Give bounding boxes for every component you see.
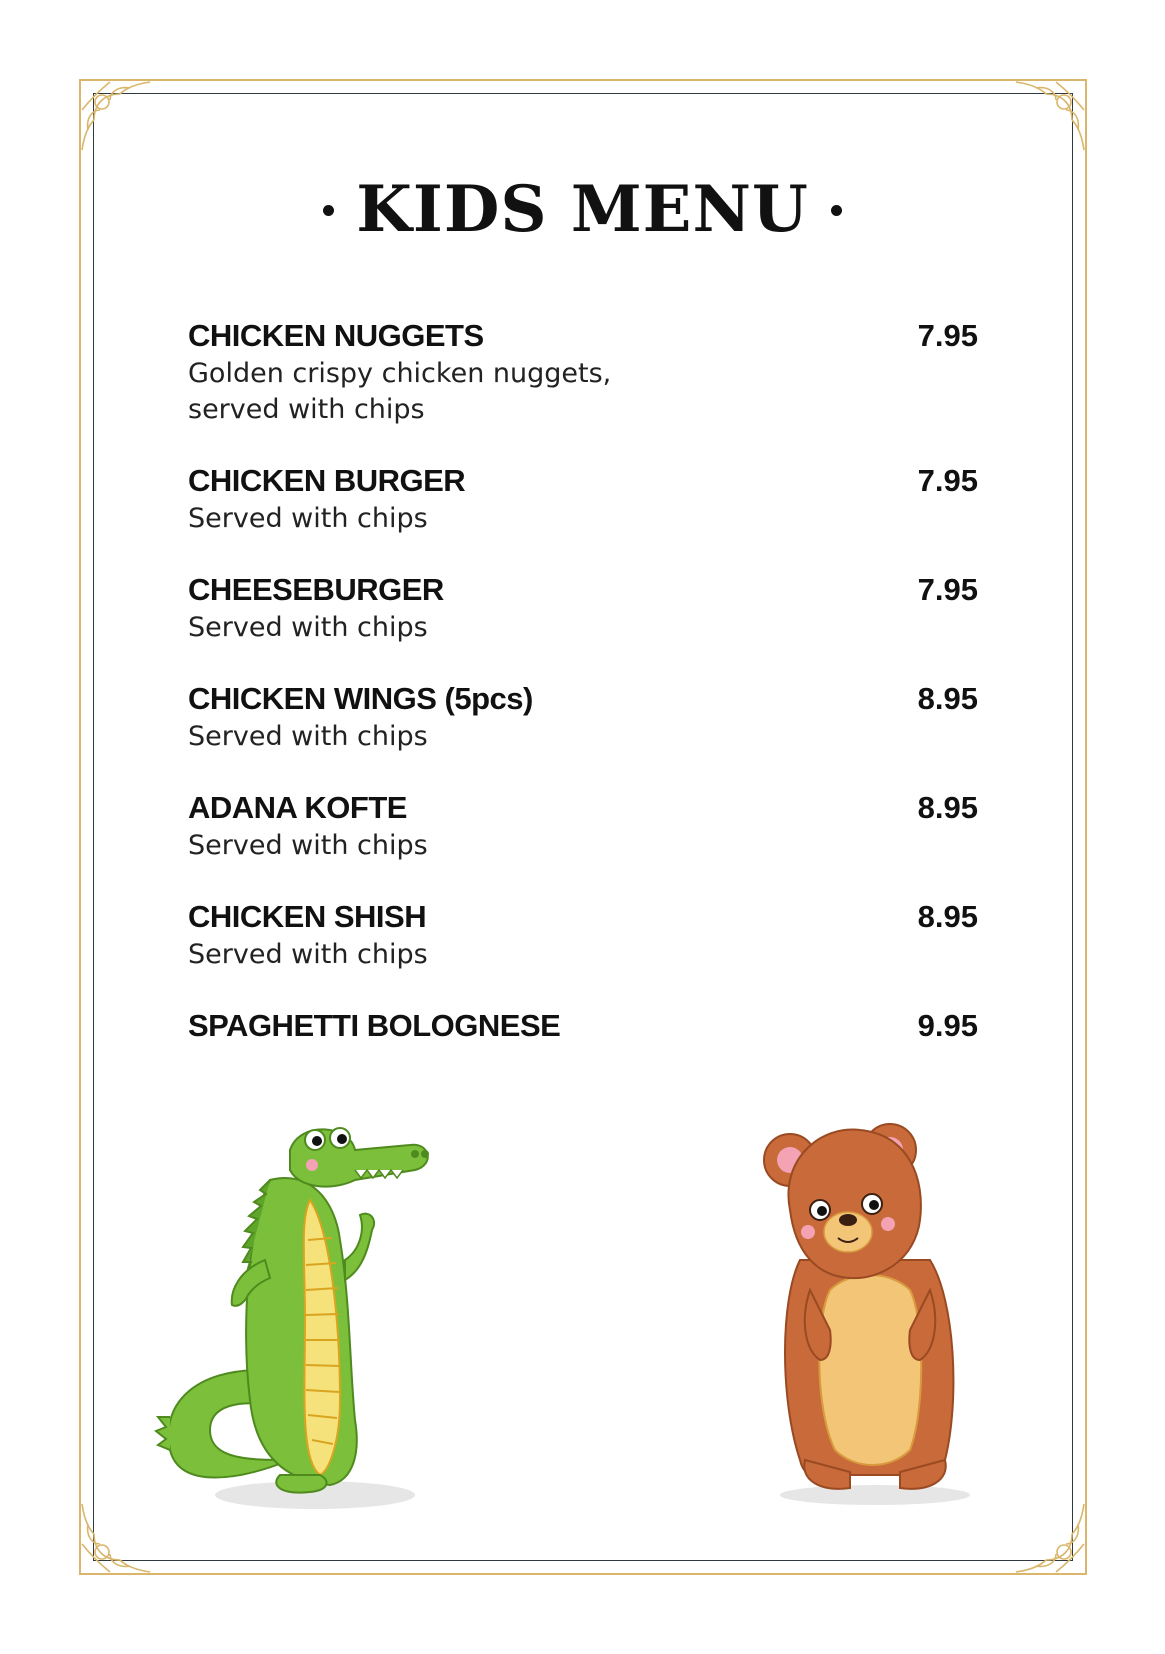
item-name: SPAGHETTI BOLOGNESE <box>188 1008 561 1043</box>
menu-item <box>188 897 978 973</box>
item-price: 9.95 <box>917 1008 978 1043</box>
menu-item <box>188 316 978 428</box>
corner-ornament-icon <box>80 80 170 170</box>
crocodile-illustration-icon <box>140 1120 460 1520</box>
item-description: Served with chips <box>188 830 428 861</box>
item-name: CHICKEN NUGGETS <box>188 318 484 353</box>
item-price: 8.95 <box>917 681 978 716</box>
menu-item <box>188 570 978 646</box>
item-price: 7.95 <box>917 318 978 353</box>
item-description: Served with chips <box>188 721 428 752</box>
item-price: 7.95 <box>917 463 978 498</box>
item-price: 8.95 <box>917 899 978 934</box>
bullet-icon <box>831 205 842 216</box>
page-title <box>0 172 1165 247</box>
item-description: Served with chips <box>188 612 428 643</box>
item-price: 7.95 <box>917 572 978 607</box>
bullet-icon <box>323 205 334 216</box>
item-price: 8.95 <box>917 790 978 825</box>
item-name: CHICKEN BURGER <box>188 463 466 498</box>
title-text: KIDS MENU <box>356 172 809 247</box>
menu-item <box>188 679 978 755</box>
item-description: Golden crispy chicken nuggets, <box>188 358 612 389</box>
item-description: served with chips <box>188 394 425 425</box>
bear-illustration-icon <box>760 1120 990 1510</box>
corner-ornament-icon <box>996 1484 1086 1574</box>
item-description: Served with chips <box>188 939 428 970</box>
item-name: CHEESEBURGER <box>188 572 444 607</box>
menu-item <box>188 461 978 537</box>
item-description: Served with chips <box>188 503 428 534</box>
item-name: CHICKEN SHISH <box>188 899 427 934</box>
corner-ornament-icon <box>996 80 1086 170</box>
menu-item <box>188 1006 978 1046</box>
item-name: CHICKEN WINGS (5pcs) <box>188 681 533 716</box>
item-name: ADANA KOFTE <box>188 790 407 825</box>
menu-item <box>188 788 978 864</box>
